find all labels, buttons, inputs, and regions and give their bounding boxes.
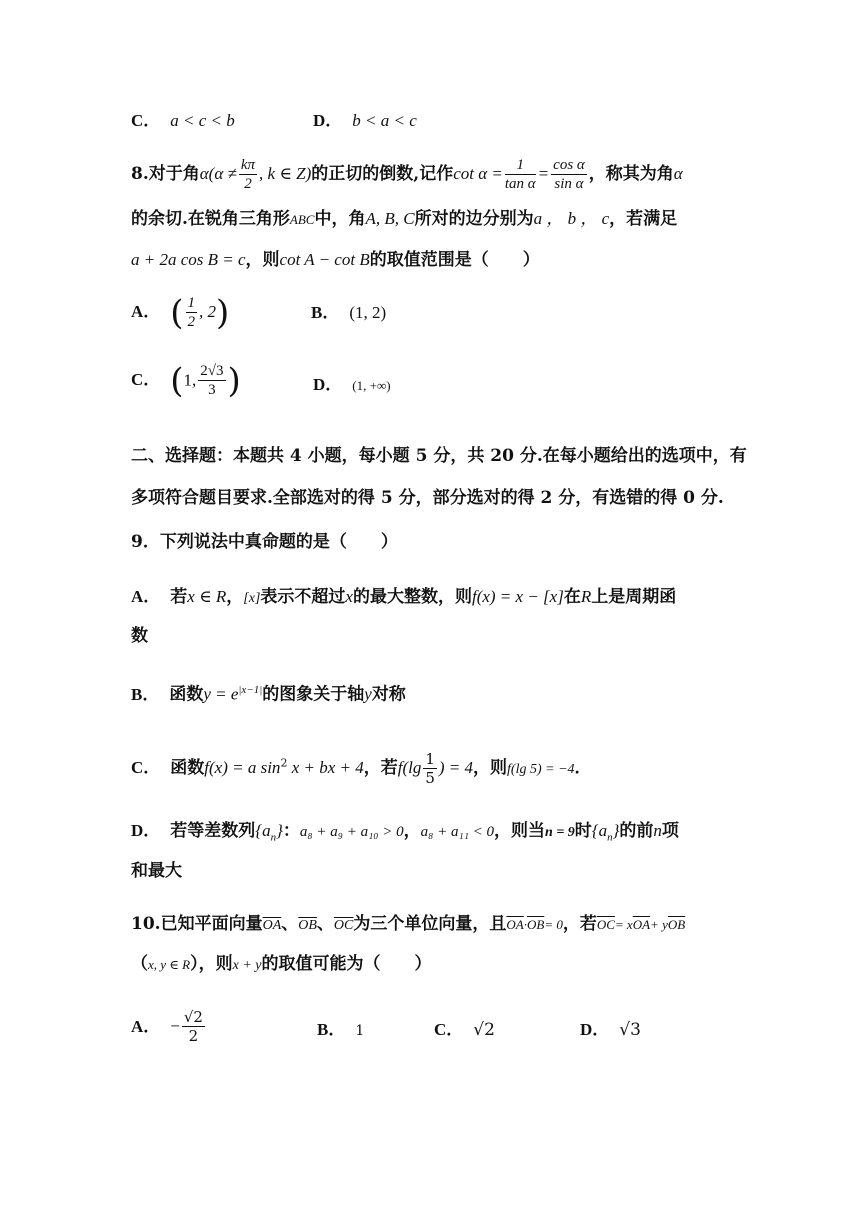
q10-option-b: B． 1: [317, 1020, 365, 1039]
q8-option-c: C． (1, $\frac{2√3}{3}$ ): [131, 360, 241, 401]
section2-line1: 二、选择题：本题共 4 小题，每小题 5 分，共 20 分.在每小题给出的选项中，有: [131, 446, 747, 466]
q8-option-b: B． (1, 2): [311, 303, 387, 322]
q8-option-a: A． ( $\frac{1}{2}$ , 2): [131, 292, 230, 333]
q9-option-c: C． 函数f(x) = a $\sin^2 x$ + bx + 4，若f(lg $\frac{1}{5}$ ) = 4，则f(lg 5) = −4．: [131, 750, 592, 787]
fraction: $\frac{1}{5}$: [425, 750, 435, 787]
q8-line2: 的余切.在锐角三角形ABC中，角A, B, C所对的边分别为a ， b ， c，若满足: [131, 209, 678, 229]
q9-option-b: B． 函数$y = e^{|x-1|}$的图象关于轴y对称: [131, 684, 406, 705]
q9-option-d-cont: 和最大: [131, 861, 182, 881]
q10-line2: （x, y ∈ R），则x + y的取值可能为（ ）: [131, 954, 432, 974]
q8-line3: a + 2a cos B = c，则cot A − cot B的取值范围是（ ）: [131, 250, 540, 270]
q9-option-a: A． 若x ∈ R，[x]表示不超过x的最大整数，则f(x) = x − [x]在R上是周期函: [131, 587, 677, 607]
q9-stem: 9．下列说法中真命题的是（ ）: [131, 532, 398, 552]
fraction: $\frac{2√3}{3}$: [200, 363, 224, 398]
q10-line1: 10.已知平面向量$\overline{OA}$、$\overline{OB}$、$\overline{OC}$为三个单位向量，且$\overline{OA}\cdot\overline{OB}= 0$，若$\overline{OC}= x\overline{OA}+ y\overline{OB}$: [131, 914, 686, 934]
fraction: $\frac{√2}{2}$: [183, 1008, 203, 1045]
fraction: $\frac{1}{2}$: [187, 295, 196, 330]
q10-option-d: D． √3: [580, 1020, 641, 1040]
q8-line1: 8.对于角α(α ≠ $\frac{k\pi}{2}$ , k ∈ Z)的正切的倒数,记作cot α = $\frac{1}{\text{tan α}}$ = $\frac{\text{cos α}}{\text{sin α}}$ ，称其为角α: [131, 157, 683, 192]
fraction: $\frac{\text{cos α}}{\text{sin α}}$: [553, 157, 585, 192]
q9-option-d: D． 若等差数列$\{a_n\}$：a₈ + a₉ + a₁₀ > 0，a₈ + a₁₁ < 0，则当n = 9时$\{a_n\}$的前n项: [131, 821, 679, 844]
q7-option-c: C． a < c < b: [131, 111, 235, 130]
q9-option-a-cont: 数: [131, 626, 148, 646]
fraction: $\frac{1}{\text{tan α}}$: [504, 157, 536, 192]
q7-option-d: D． b < a < c: [313, 111, 417, 130]
fraction: $\frac{k\pi}{2}$: [240, 157, 256, 192]
q8-option-d: D． (1, +∞): [313, 375, 391, 394]
q10-option-a: A． − $\frac{√2}{2}$: [131, 1008, 203, 1045]
q10-option-c: C． √2: [434, 1020, 495, 1040]
section2-line2: 多项符合题目要求.全部选对的得 5 分，部分选对的得 2 分，有选错的得 0 分.: [131, 488, 724, 508]
